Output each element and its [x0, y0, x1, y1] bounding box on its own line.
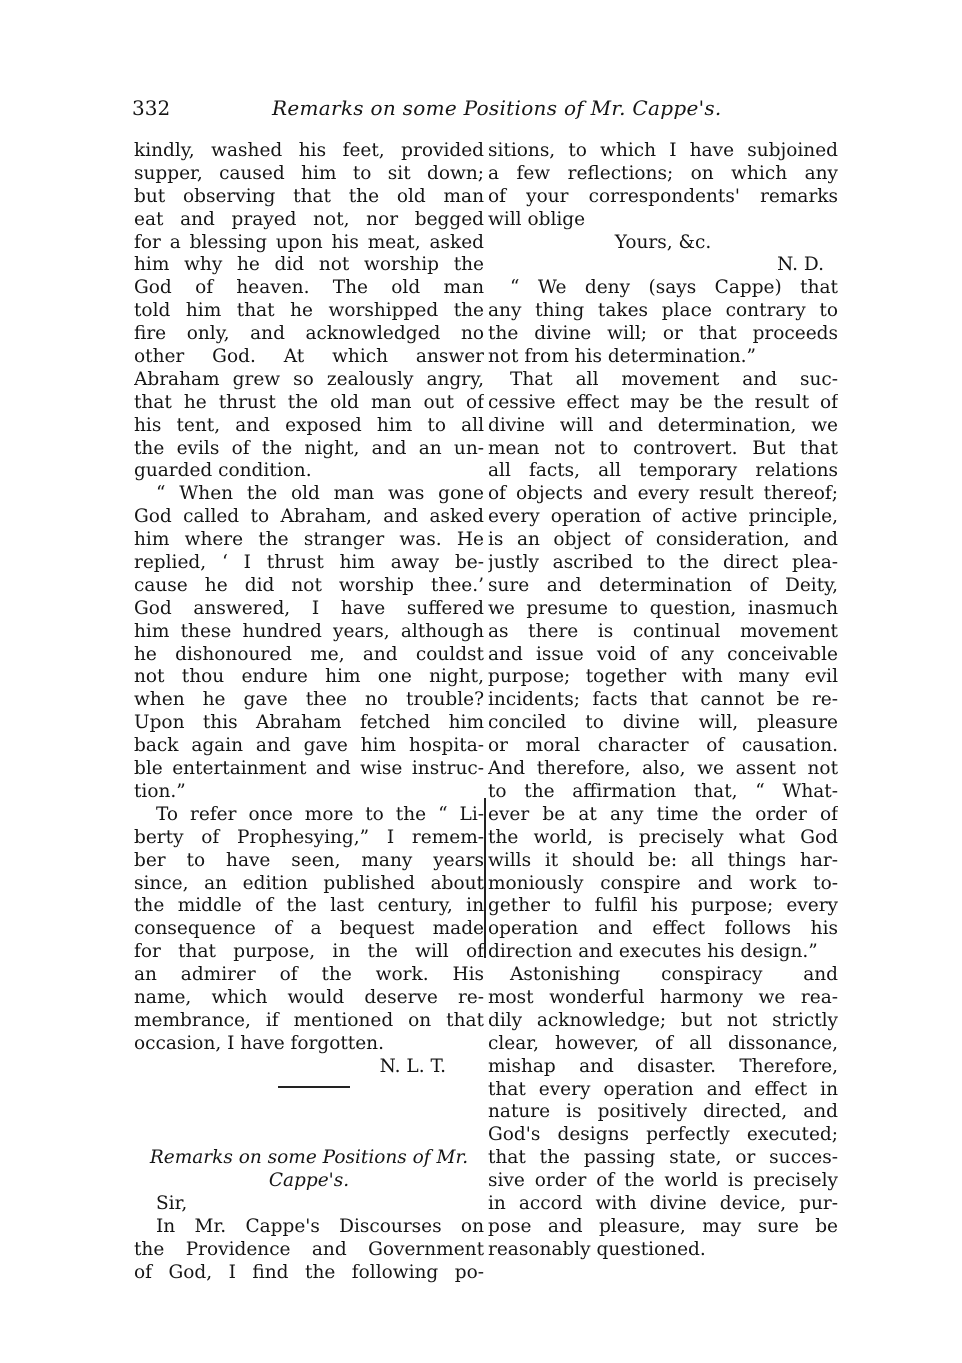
text-line: Abraham grew so zealously angry,	[134, 368, 484, 390]
text-line: replied, ‘ I thrust him away be-	[134, 552, 484, 574]
text-line: the evils of the night, and an un-	[134, 437, 484, 459]
text-line: that the passing state, or succes-	[488, 1147, 838, 1169]
text-line: him where the stranger was. He	[134, 529, 484, 551]
text-line: That all movement and suc-	[510, 368, 838, 390]
signature: N. L. T.	[379, 1055, 446, 1077]
text-line: as there is continual movement	[488, 620, 838, 642]
text-line: supper, caused him to sit down;	[134, 162, 484, 184]
text-line: that every operation and effect in	[488, 1078, 838, 1100]
text-line: the divine will; or that proceeds	[488, 323, 838, 345]
page-number: 332	[132, 96, 171, 120]
text-line: “ We deny (says Cappe) that	[510, 277, 838, 299]
spacer	[134, 1101, 484, 1124]
text-line: all facts, all temporary relations	[488, 460, 838, 482]
text-line: Astonishing conspiracy and	[510, 964, 838, 986]
text-line: “ When the old man was gone	[156, 483, 484, 505]
text-line: reasonably questioned.	[488, 1238, 706, 1260]
text-line: other God. At which answer	[134, 346, 484, 368]
right-column	[488, 140, 838, 1262]
text-line: to the affirmation that, “ What-	[488, 780, 838, 802]
text-line: the Providence and Government	[134, 1238, 484, 1260]
text-line: occasion, I have forgotten.	[134, 1032, 384, 1054]
text-line: membrance, if mentioned on that	[134, 1009, 484, 1031]
text-line: cause he did not worship thee.’	[134, 574, 484, 596]
text-line: that he thrust the old man out of	[134, 391, 484, 413]
text-line: told him that he worshipped the	[134, 300, 484, 322]
text-line: of objects and every result thereof;	[488, 483, 838, 505]
text-line: Upon this Abraham fetched him	[134, 712, 484, 734]
text-line: sive order of the world is precisely	[488, 1170, 838, 1192]
text-line: any thing takes place contrary to	[488, 300, 838, 322]
text-line: sitions, to which I have subjoined	[488, 140, 838, 161]
text-line: we presume to question, inasmuch	[488, 597, 838, 619]
page-header	[132, 96, 832, 126]
text-line: God of heaven. The old man	[134, 277, 484, 299]
section-rule	[278, 1086, 350, 1088]
text-line: God's designs perfectly executed;	[488, 1124, 838, 1146]
text-line: direction and executes his design.”	[488, 941, 818, 963]
article-heading-cont: Cappe's.	[268, 1170, 350, 1192]
text-line: tion.”	[134, 780, 186, 802]
text-line: his tent, and exposed him to all	[134, 414, 484, 436]
text-line: pose and pleasure, may sure be	[488, 1215, 838, 1237]
text-line: kindly, washed his feet, provided	[134, 140, 484, 161]
text-line: for a blessing upon his meat, asked	[134, 231, 484, 253]
text-line: in accord with divine device, pur-	[488, 1192, 838, 1214]
text-line: mishap and disaster. Therefore,	[488, 1055, 838, 1077]
text-line: name, which would deserve re-	[134, 986, 484, 1008]
text-line: a few reflections; on which any	[488, 162, 838, 184]
text-line: when he gave thee no trouble?	[134, 689, 484, 711]
text-line: incidents; facts that cannot be re-	[488, 689, 838, 711]
closing: Yours, &c.	[614, 231, 712, 253]
text-line: clear, however, of all dissonance,	[488, 1032, 838, 1054]
salutation: Sir,	[156, 1192, 188, 1214]
text-line: is an object of consideration, and	[488, 529, 838, 551]
text-line: back again and gave him hospita-	[134, 735, 484, 757]
text-line: every operation of active principle,	[488, 506, 838, 528]
text-line: God answered, I have suffered	[134, 597, 484, 619]
text-line: will oblige	[488, 208, 586, 230]
text-line: or moral character of causation.	[488, 735, 838, 757]
text-line: ever be at any time the order of	[488, 803, 838, 825]
running-title: Remarks on some Positions of Mr. Cappe's.	[272, 96, 722, 120]
text-line: since, an edition published about	[134, 872, 484, 894]
text-line: most wonderful harmony we rea-	[488, 986, 838, 1008]
text-line: nature is positively directed, and	[488, 1101, 838, 1123]
text-line: God called to Abraham, and asked	[134, 506, 484, 528]
text-line: wills it should be: all things har-	[488, 849, 838, 871]
text-line: eat and prayed not, nor begged	[134, 208, 484, 230]
text-line: moniously conspire and work to-	[488, 872, 838, 894]
text-line: purpose; together with many evil	[488, 666, 838, 688]
text-line: berty of Prophesying,” I remem-	[134, 826, 484, 848]
text-line: of God, I find the following po-	[134, 1261, 484, 1283]
text-line: he dishonoured me, and couldst	[134, 643, 484, 665]
spacer	[134, 1124, 484, 1147]
text-line: but observing that the old man	[134, 185, 484, 207]
text-line: him these hundred years, although	[134, 620, 484, 642]
text-line: mean not to controvert. But that	[488, 437, 838, 459]
text-line: and issue void of any conceivable	[488, 643, 838, 665]
text-line: operation and effect follows his	[488, 918, 838, 940]
text-line: fire only, and acknowledged no	[134, 323, 484, 345]
text-line: And therefore, also, we assent not	[488, 758, 838, 780]
text-line: not thou endure him one night,	[134, 666, 484, 688]
text-line: ble entertainment and wise instruc-	[134, 758, 484, 780]
article-heading: Remarks on some Positions of Mr.	[149, 1147, 469, 1169]
text-line: In Mr. Cappe's Discourses on	[156, 1215, 484, 1237]
text-line: him why he did not worship the	[134, 254, 484, 276]
text-line: guarded condition.	[134, 460, 312, 482]
text-line: the world, is precisely what God	[488, 826, 838, 848]
text-line: for that purpose, in the will of	[134, 941, 484, 963]
text-line: To refer once more to the “ Li-	[156, 803, 484, 825]
text-line: dily acknowledge; but not strictly	[488, 1009, 838, 1031]
text-line: gether to fulfil his purpose; every	[488, 895, 838, 917]
text-line: consequence of a bequest made	[134, 918, 484, 940]
signature: N. D.	[777, 254, 824, 276]
text-line: the middle of the last century, in	[134, 895, 484, 917]
left-column	[134, 140, 484, 1285]
text-line: justly ascribed to the direct plea-	[488, 552, 838, 574]
text-line: conciled to divine will, pleasure	[488, 712, 838, 734]
spacer	[134, 1079, 484, 1102]
text-line: an admirer of the work. His	[134, 964, 484, 986]
text-line: of your correspondents' remarks	[488, 185, 838, 207]
text-line: not from his determination.”	[488, 346, 756, 368]
text-line: ber to have seen, many years	[134, 849, 484, 871]
text-line: divine will and determination, we	[488, 414, 838, 436]
text-line: sure and determination of Deity,	[488, 574, 838, 596]
text-line: cessive effect may be the result of	[488, 391, 838, 413]
